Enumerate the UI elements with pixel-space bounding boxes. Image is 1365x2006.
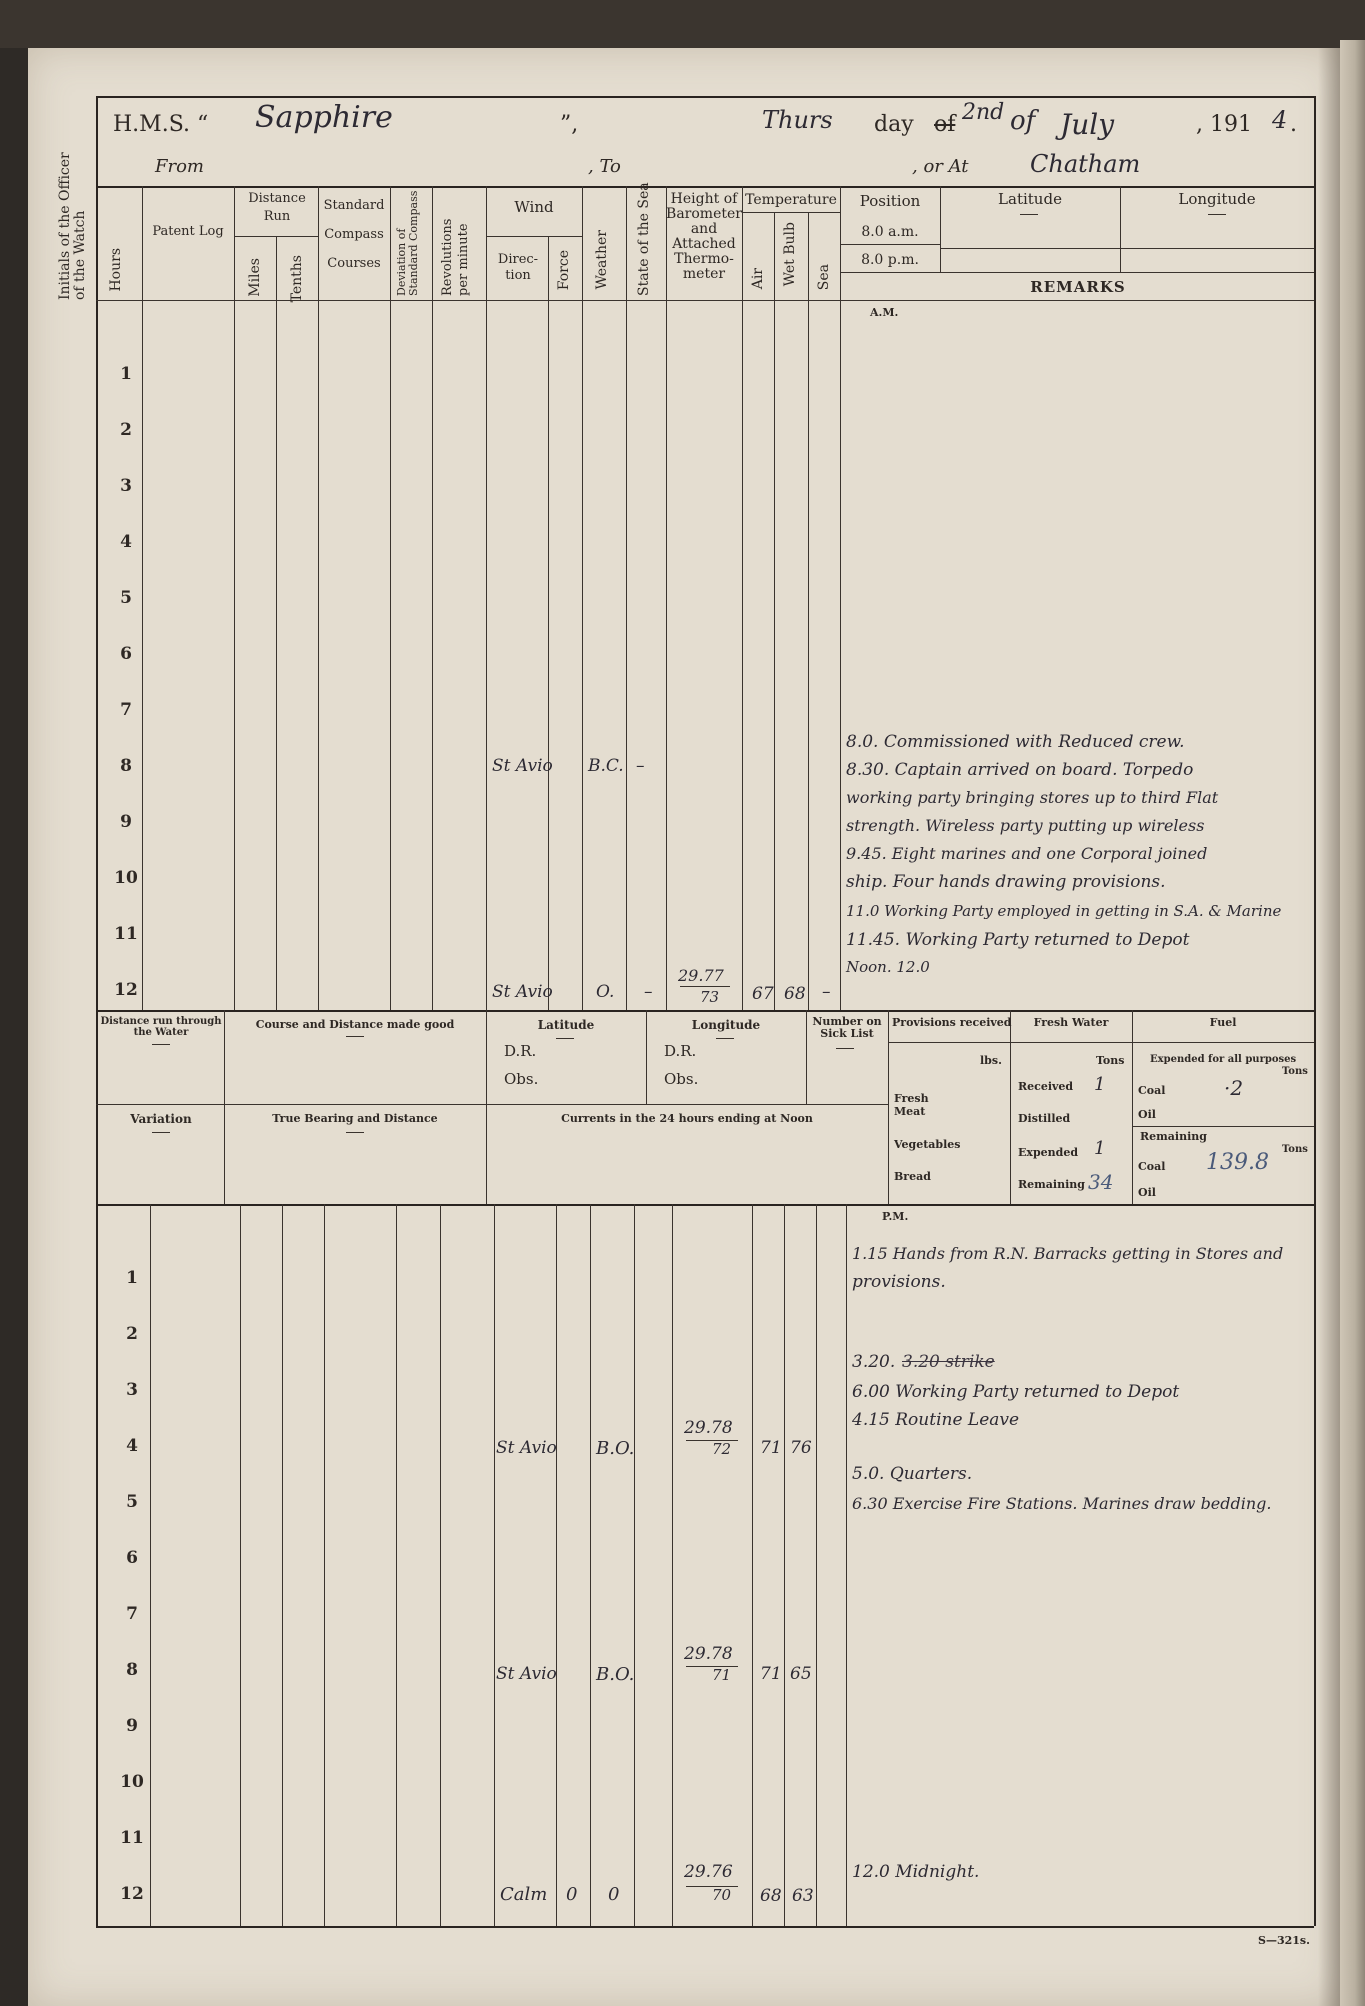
pm-col-sep bbox=[672, 1204, 673, 1926]
pm-label: P.M. bbox=[882, 1210, 909, 1223]
dash bbox=[346, 1036, 364, 1037]
am-hour: 7 bbox=[120, 700, 132, 720]
close-quote: ”, bbox=[560, 112, 579, 137]
fuel-remaining-rule bbox=[1132, 1126, 1314, 1127]
noon-sep bbox=[806, 1010, 807, 1104]
pm-col-sep bbox=[282, 1204, 283, 1926]
frame-bottom bbox=[96, 1926, 1314, 1928]
am-remark: working party bringing stores up to third Flat bbox=[846, 788, 1219, 807]
officer-initials-label: Initials of the Officer of the Watch bbox=[57, 152, 88, 300]
pm-hour: 12 bbox=[120, 1884, 144, 1904]
am-hour: 8 bbox=[120, 756, 132, 776]
am-hour: 3 bbox=[120, 476, 132, 496]
noon-sep bbox=[888, 1010, 889, 1204]
pm-h4-air: 71 bbox=[760, 1438, 782, 1458]
day-number: 2nd bbox=[962, 100, 1005, 125]
sea-header: Sea bbox=[816, 264, 832, 291]
pm-h8-baro-top: 29.78 bbox=[684, 1644, 733, 1664]
pm-col-sep bbox=[816, 1204, 817, 1926]
temperature-header: Temperature bbox=[745, 192, 837, 208]
am-remark: 11.0 Working Party employed in getting in S.A. & Marine bbox=[846, 902, 1282, 920]
course-distance: Course and Distance made good bbox=[255, 1018, 455, 1031]
pm-time-header: 8.0 p.m. bbox=[861, 252, 919, 268]
am-h8-sea: – bbox=[636, 756, 645, 776]
am-h12-tsea: – bbox=[822, 982, 831, 1002]
long-obs: Obs. bbox=[664, 1070, 699, 1088]
pm-remark: 6.30 Exercise Fire Stations. Marines draw bedding. bbox=[852, 1494, 1272, 1513]
longitude-header: Longitude bbox=[1178, 190, 1256, 208]
remarks-bottom bbox=[840, 300, 1314, 301]
water-remaining: Remaining bbox=[1018, 1178, 1085, 1191]
pm-hour: 7 bbox=[126, 1604, 138, 1624]
barometer-header bbox=[666, 192, 742, 282]
pm-h4-baro-bottom: 72 bbox=[712, 1440, 732, 1458]
col-sep bbox=[390, 186, 391, 1010]
pm-remark: 5.0. Quarters. bbox=[852, 1464, 973, 1484]
water-expended-val: 1 bbox=[1094, 1138, 1106, 1159]
revolutions-header: Revolutions per minute bbox=[440, 218, 471, 296]
noon-sep bbox=[486, 1010, 487, 1204]
pm-remark: provisions. bbox=[852, 1272, 946, 1292]
col-sep bbox=[276, 236, 277, 1010]
col-sep bbox=[626, 186, 627, 1010]
air-header: Air bbox=[750, 268, 766, 290]
distance-run-rule bbox=[234, 236, 318, 237]
dash bbox=[346, 1132, 364, 1133]
pm-h8-weather: B.O. bbox=[596, 1664, 635, 1685]
pm-col-sep bbox=[240, 1204, 241, 1926]
latitude-dash bbox=[1020, 214, 1038, 215]
pm-col-sep bbox=[784, 1204, 785, 1926]
water-received-val: 1 bbox=[1094, 1074, 1106, 1095]
fuel-tons: Tons bbox=[1282, 1066, 1308, 1077]
col-sep bbox=[582, 186, 583, 1010]
compass-courses-header bbox=[318, 198, 390, 271]
remarks-header: REMARKS bbox=[1030, 278, 1126, 296]
pm-remark: 4.15 Routine Leave bbox=[852, 1410, 1020, 1430]
latlong-rule bbox=[940, 248, 1314, 249]
pm-h8-direction: St Avio bbox=[496, 1664, 557, 1684]
baro-line: Attached bbox=[672, 236, 736, 252]
am-hour: 4 bbox=[120, 532, 132, 552]
fuel-remaining-oil: Oil bbox=[1138, 1186, 1156, 1199]
dash bbox=[716, 1038, 734, 1039]
baro-line: Barometer bbox=[666, 206, 742, 222]
form-number: S—321s. bbox=[1258, 1934, 1310, 1947]
am-hour: 6 bbox=[120, 644, 132, 664]
fresh-water: Fresh Water bbox=[1033, 1016, 1109, 1029]
dash bbox=[556, 1038, 574, 1039]
binding-strip bbox=[0, 0, 1365, 48]
compass-line: Compass bbox=[324, 227, 384, 242]
pm-h4-weather: B.O. bbox=[596, 1438, 635, 1459]
frame-top bbox=[96, 96, 1314, 98]
fresh-meat: Fresh Meat bbox=[894, 1092, 929, 1118]
noon-sep bbox=[224, 1010, 225, 1204]
pm-h8-wet: 65 bbox=[790, 1664, 812, 1684]
am-time-header: 8.0 a.m. bbox=[861, 224, 919, 240]
long-dr: D.R. bbox=[664, 1042, 697, 1060]
water-remaining-val: 34 bbox=[1088, 1170, 1114, 1194]
year-printed: , 191 bbox=[1196, 112, 1252, 137]
pm-hour: 1 bbox=[126, 1268, 138, 1288]
am-remark: Noon. 12.0 bbox=[846, 958, 930, 976]
provisions-lbs: lbs. bbox=[980, 1054, 1002, 1067]
water-rule bbox=[1010, 1042, 1132, 1043]
pm-h4-direction: St Avio bbox=[496, 1438, 557, 1458]
noon-latitude: Latitude bbox=[537, 1018, 595, 1032]
compass-line: Courses bbox=[327, 256, 381, 271]
noon-bottom bbox=[96, 1204, 1314, 1206]
noon-longitude: Longitude bbox=[691, 1018, 761, 1032]
am-remark: 8.0. Commissioned with Reduced crew. bbox=[846, 732, 1185, 752]
pm-hour: 10 bbox=[120, 1772, 144, 1792]
noon-sep bbox=[1010, 1010, 1011, 1204]
baro-line: meter bbox=[682, 266, 726, 282]
pm-hour: 4 bbox=[126, 1436, 138, 1456]
water-tons: Tons bbox=[1096, 1054, 1125, 1067]
am-hour: 9 bbox=[120, 812, 132, 832]
col-sep bbox=[234, 186, 235, 1010]
longitude-dash bbox=[1208, 214, 1226, 215]
pm-col-sep bbox=[846, 1204, 847, 1926]
fuel-rule bbox=[1132, 1042, 1314, 1043]
baro-fraction-line bbox=[680, 986, 730, 987]
fuel-remaining-coal: Coal bbox=[1138, 1160, 1166, 1173]
state-of-sea-header: State of the Sea bbox=[636, 182, 652, 296]
of-label-struck: of bbox=[934, 112, 956, 137]
dash bbox=[836, 1048, 854, 1049]
pm-col-sep bbox=[396, 1204, 397, 1926]
pm-remark-struck: 3.20 strike bbox=[902, 1352, 995, 1372]
pm-h12-direction: Calm bbox=[500, 1884, 548, 1905]
spine-shadow bbox=[1318, 48, 1340, 2006]
water-distilled: Distilled bbox=[1018, 1112, 1071, 1125]
hours-header: Hours bbox=[108, 248, 124, 292]
year-digit: 4 bbox=[1272, 106, 1288, 134]
col-sep bbox=[548, 236, 549, 1010]
pm-h12-baro-bottom: 70 bbox=[712, 1886, 732, 1904]
lat-dr: D.R. bbox=[504, 1042, 537, 1060]
wet-bulb-header: Wet Bulb bbox=[782, 222, 798, 287]
pm-h4-baro-top: 29.78 bbox=[684, 1418, 733, 1438]
year-period: . bbox=[1290, 112, 1297, 137]
from-label: From bbox=[155, 156, 204, 177]
am-h12-sea: – bbox=[644, 982, 653, 1002]
fuel-remaining-coal-val: 139.8 bbox=[1206, 1150, 1269, 1175]
vegetables: Vegetables bbox=[894, 1138, 961, 1151]
pm-h12-baro-top: 29.76 bbox=[684, 1862, 733, 1882]
pm-h12-wet: 63 bbox=[792, 1886, 814, 1906]
noon-sep bbox=[1132, 1010, 1133, 1204]
am-h12-wet: 68 bbox=[784, 984, 806, 1004]
pm-hour: 6 bbox=[126, 1548, 138, 1568]
pm-remark: 6.00 Working Party returned to Depot bbox=[852, 1382, 1180, 1402]
water-expended: Expended bbox=[1018, 1146, 1079, 1159]
col-header-bottom bbox=[96, 300, 840, 301]
pm-h4-wet: 76 bbox=[790, 1438, 812, 1458]
baro-line: Height of bbox=[670, 191, 738, 207]
am-h12-direction: St Avio bbox=[492, 982, 553, 1002]
col-sep bbox=[840, 186, 841, 1010]
dash bbox=[152, 1132, 170, 1133]
pm-hour: 11 bbox=[120, 1828, 144, 1848]
pm-h12-weather: 0 bbox=[608, 1884, 620, 1905]
fuel-remaining-tons: Tons bbox=[1282, 1144, 1308, 1155]
pm-remark: 1.15 Hands from R.N. Barracks getting in Stores and bbox=[852, 1244, 1284, 1263]
pm-h12-air: 68 bbox=[760, 1886, 782, 1906]
am-h8-direction: St Avio bbox=[492, 756, 553, 776]
col-sep bbox=[742, 186, 743, 1010]
pm-hour: 2 bbox=[126, 1324, 138, 1344]
am-hour: 2 bbox=[120, 420, 132, 440]
am-remark: 11.45. Working Party returned to Depot bbox=[846, 930, 1190, 950]
pm-col-sep bbox=[324, 1204, 325, 1926]
currents: Currents in the 24 hours ending at Noon bbox=[561, 1112, 813, 1125]
col-sep bbox=[318, 186, 319, 1010]
pm-hour: 3 bbox=[126, 1380, 138, 1400]
location: Chatham bbox=[1030, 150, 1141, 178]
am-remark: 8.30. Captain arrived on board. Torpedo bbox=[846, 760, 1194, 780]
compass-line: Standard bbox=[323, 198, 385, 213]
lat-obs: Obs. bbox=[504, 1070, 539, 1088]
variation: Variation bbox=[130, 1112, 192, 1126]
distance-run-header: Distance Run bbox=[248, 191, 306, 224]
day-label: day bbox=[874, 112, 914, 137]
wind-header: Wind bbox=[514, 198, 554, 216]
pm-col-sep bbox=[590, 1204, 591, 1926]
dash bbox=[152, 1044, 170, 1045]
fuel-header: Fuel bbox=[1209, 1016, 1237, 1029]
weather-header: Weather bbox=[594, 230, 610, 290]
baro-line: Thermo- bbox=[674, 251, 734, 267]
latitude-header: Latitude bbox=[998, 190, 1062, 208]
pm-col-sep bbox=[752, 1204, 753, 1926]
position-rule bbox=[840, 244, 940, 245]
col-sep bbox=[774, 212, 775, 1010]
noon-mid bbox=[96, 1104, 888, 1105]
am-hour: 10 bbox=[114, 868, 138, 888]
provisions-received: Provisions received bbox=[892, 1016, 1012, 1029]
bread: Bread bbox=[894, 1170, 931, 1183]
am-hour: 11 bbox=[114, 924, 138, 944]
am-h12-baro-top: 29.77 bbox=[678, 966, 724, 985]
pm-remark: 3.20. bbox=[852, 1352, 896, 1372]
direction-header: Direc-tion bbox=[497, 252, 539, 283]
fuel-coal: Coal bbox=[1138, 1084, 1166, 1097]
provisions-rule bbox=[888, 1042, 1010, 1043]
am-h8-weather: B.C. bbox=[588, 756, 624, 776]
fuel-oil: Oil bbox=[1138, 1108, 1156, 1121]
header-rule bbox=[96, 186, 1314, 188]
pm-hour: 9 bbox=[126, 1716, 138, 1736]
pm-col-sep bbox=[494, 1204, 495, 1926]
wind-rule bbox=[486, 236, 582, 237]
col-sep bbox=[666, 186, 667, 1010]
temperature-rule bbox=[742, 212, 840, 213]
pm-col-sep bbox=[634, 1204, 635, 1926]
pm-remark: 12.0 Midnight. bbox=[852, 1862, 980, 1882]
month: July bbox=[1060, 108, 1115, 141]
pm-hour: 5 bbox=[126, 1492, 138, 1512]
deviation-header: Deviation of Standard Compass bbox=[395, 190, 420, 296]
pm-hour: 8 bbox=[126, 1660, 138, 1680]
to-label: , To bbox=[588, 156, 621, 177]
miles-header: Miles bbox=[247, 258, 263, 297]
of-handwritten: of bbox=[1010, 106, 1036, 136]
ship-name: Sapphire bbox=[255, 100, 393, 135]
am-h12-weather: O. bbox=[596, 982, 615, 1002]
remarks-top bbox=[840, 272, 1314, 273]
pm-h8-baro-bottom: 71 bbox=[712, 1666, 732, 1684]
am-h12-air: 67 bbox=[752, 984, 774, 1004]
fuel-remaining: Remaining bbox=[1140, 1130, 1207, 1143]
distance-run-water: Distance run through the Water bbox=[100, 1016, 222, 1038]
pm-col-sep bbox=[440, 1204, 441, 1926]
fuel-coal-val: ·2 bbox=[1224, 1076, 1244, 1100]
col-sep bbox=[808, 212, 809, 1010]
baro-line: and bbox=[690, 221, 718, 237]
position-header: Position bbox=[859, 192, 921, 210]
tenths-header: Tenths bbox=[289, 255, 305, 303]
or-at-label: , or At bbox=[912, 156, 969, 177]
weekday: Thurs bbox=[762, 106, 833, 134]
am-remark: strength. Wireless party putting up wireless bbox=[846, 816, 1205, 835]
hms-label: H.M.S. “ bbox=[113, 112, 209, 137]
pm-h8-air: 71 bbox=[760, 1664, 782, 1684]
fuel-expended-all: Expended for all purposes bbox=[1150, 1054, 1297, 1065]
am-remark: 9.45. Eight marines and one Corporal joined bbox=[846, 844, 1208, 863]
col-sep bbox=[432, 186, 433, 1010]
am-hour: 1 bbox=[120, 364, 132, 384]
water-received: Received bbox=[1018, 1080, 1074, 1093]
force-header: Force bbox=[556, 250, 572, 291]
am-hour: 12 bbox=[114, 980, 138, 1000]
sick-list: Number on Sick List bbox=[812, 1015, 882, 1040]
frame-right bbox=[1314, 96, 1316, 1926]
col-sep bbox=[486, 186, 487, 1010]
page-edge bbox=[1340, 40, 1365, 2006]
am-hour: 5 bbox=[120, 588, 132, 608]
am-remark: ship. Four hands drawing provisions. bbox=[846, 872, 1166, 892]
patent-log-header: Patent Log bbox=[152, 224, 224, 239]
pm-col-sep bbox=[556, 1204, 557, 1926]
am-label: A.M. bbox=[870, 306, 899, 319]
pm-h12-force: 0 bbox=[566, 1884, 578, 1905]
true-bearing: True Bearing and Distance bbox=[272, 1112, 438, 1125]
am-h12-baro-bottom: 73 bbox=[700, 988, 720, 1006]
